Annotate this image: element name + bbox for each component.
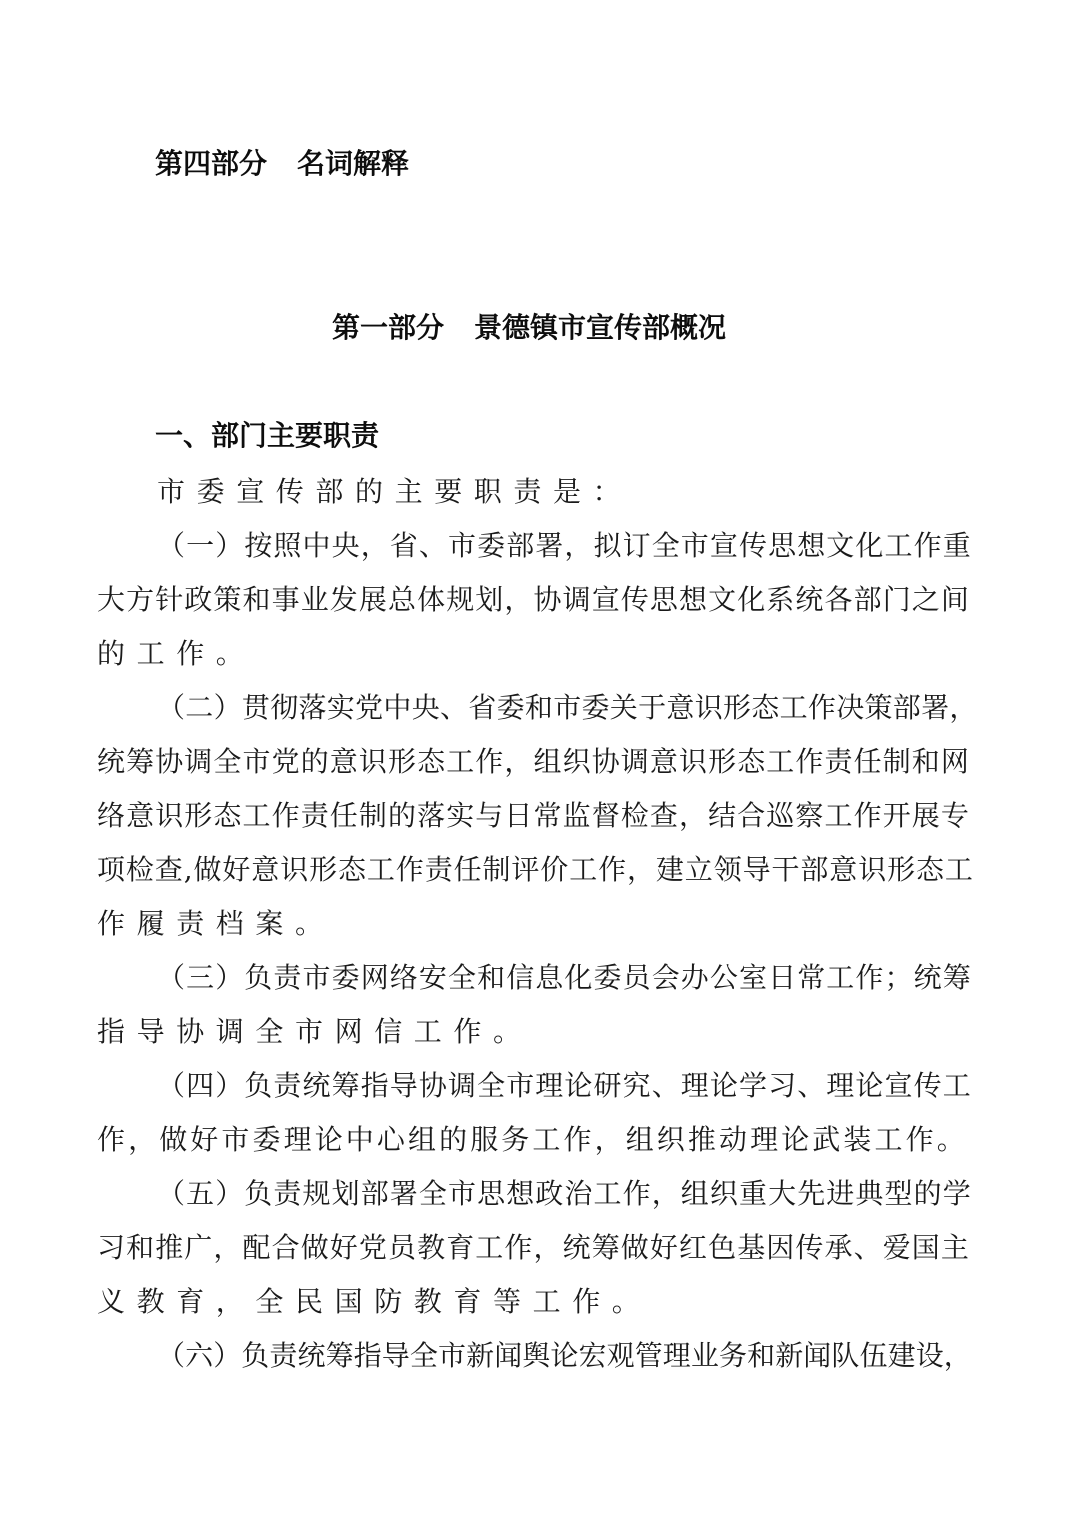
body-line: 项检查,做好意识形态工作责任制评价工作，建立领导干部意识形态工 <box>97 853 974 886</box>
body-line: 义教育，全民国防教育等工作。 <box>97 1285 652 1318</box>
body-line: （四）负责统筹指导协调全市理论研究、理论学习、理论宣传工 <box>157 1069 972 1102</box>
body-line: （二）贯彻落实党中央、省委和市委关于意识形态工作决策部署， <box>157 691 978 724</box>
body-line: （六）负责统筹指导全市新闻舆论宏观管理业务和新闻队伍建设， <box>157 1339 972 1372</box>
body-line: 指导协调全市网信工作。 <box>97 1015 533 1048</box>
intro-paragraph: 市委宣传部的主要职责是： <box>157 475 633 508</box>
body-line: （三）负责市委网络安全和信息化委员会办公室日常工作；统筹 <box>157 961 972 994</box>
body-line: 作履责档案。 <box>97 907 335 940</box>
body-line: （一）按照中央，省、市委部署，拟订全市宣传思想文化工作重 <box>157 529 972 562</box>
body-line: 大方针政策和事业发展总体规划，协调宣传思想文化系统各部门之间 <box>97 583 971 616</box>
body-line: 作，做好市委理论中心组的服务工作，组织推动理论武装工作。 <box>97 1123 968 1156</box>
body-line: 统筹协调全市党的意识形态工作，组织协调意识形态工作责任制和网 <box>97 745 971 778</box>
section-part-label: 第一部分 <box>332 311 445 344</box>
body-line: 习和推广，配合做好党员教育工作，统筹做好红色基因传承、爱国主 <box>97 1231 971 1264</box>
section-title <box>332 310 726 346</box>
toc-part-title: 名词解释 <box>297 147 410 180</box>
body-line: 络意识形态工作责任制的落实与日常监督检查，结合巡察工作开展专 <box>97 799 971 832</box>
toc-part-label: 第四部分 <box>155 147 268 180</box>
heading-main-duties: 一、部门主要职责 <box>155 419 380 452</box>
body-line: 的工作。 <box>97 637 256 670</box>
toc-item-part-four <box>155 146 409 182</box>
body-line: （五）负责规划部署全市思想政治工作，组织重大先进典型的学 <box>157 1177 972 1210</box>
section-title-text: 景德镇市宣传部概况 <box>474 311 727 344</box>
